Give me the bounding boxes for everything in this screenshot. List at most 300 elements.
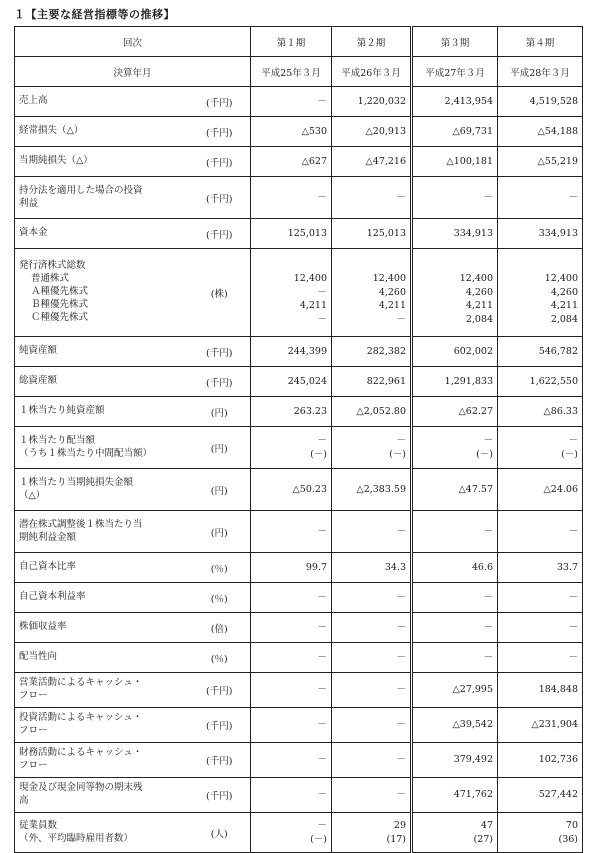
row-label-line: 持分法を適用した場合の投資 <box>19 184 143 196</box>
table-row <box>15 708 583 743</box>
table-row <box>15 583 583 613</box>
value-cell <box>498 427 583 469</box>
value-cell <box>251 147 332 177</box>
value-cell <box>498 87 583 117</box>
table-row <box>15 673 583 708</box>
value-line: 33.7 <box>556 561 579 573</box>
row-unit: (円) <box>189 511 251 553</box>
value-cell <box>412 778 498 813</box>
period-2: 第２期 <box>332 27 412 57</box>
value-cell <box>412 177 498 219</box>
row-label <box>15 117 189 147</box>
table-row <box>15 117 583 147</box>
period-1: 第１期 <box>251 27 332 57</box>
value-cell <box>332 469 412 511</box>
row-label <box>15 553 189 583</box>
value-cell <box>498 337 583 367</box>
value-line: (27) <box>473 833 494 845</box>
table-row <box>15 219 583 249</box>
value-line: △530 <box>301 125 328 137</box>
value-line: 4,260 <box>550 286 579 298</box>
value-cell <box>412 117 498 147</box>
value-line: － <box>396 651 407 663</box>
period-4: 第４期 <box>498 27 583 57</box>
value-line: 4,260 <box>465 286 494 298</box>
value-line: 184,848 <box>538 684 579 696</box>
row-label-line: 自己資本利益率 <box>19 591 86 603</box>
value-line: 102,736 <box>538 754 579 766</box>
value-line: － <box>483 525 494 537</box>
row-label-line: １株当たり純資産額 <box>19 405 105 417</box>
value-line: － <box>317 286 328 298</box>
value-line: △69,731 <box>452 125 494 137</box>
value-line: 4,519,528 <box>529 95 579 107</box>
row-unit: (千円) <box>189 177 251 219</box>
value-line: － <box>317 754 328 766</box>
value-cell <box>251 469 332 511</box>
value-line: 471,762 <box>453 789 494 801</box>
value-line <box>336 258 406 272</box>
row-unit: (円) <box>189 427 251 469</box>
date-4: 平成28年３月 <box>498 57 583 87</box>
table-row <box>15 511 583 553</box>
value-cell <box>251 511 332 553</box>
row-unit: (千円) <box>189 87 251 117</box>
row-label <box>15 469 189 511</box>
table-body <box>15 27 583 853</box>
row-unit: (千円) <box>189 743 251 778</box>
value-line: △27,995 <box>452 684 494 696</box>
row-label-line: 潜在株式調整後１株当たり当 <box>19 518 143 530</box>
value-cell <box>251 613 332 643</box>
row-label <box>15 673 189 708</box>
row-label <box>15 367 189 397</box>
value-line: － <box>568 651 579 663</box>
value-cell <box>251 673 332 708</box>
row-label-line: １株当たり当期純損失金額 <box>19 476 134 488</box>
value-cell <box>498 367 583 397</box>
table-row <box>15 643 583 673</box>
row-label <box>15 778 189 813</box>
row-unit: (千円) <box>189 367 251 397</box>
value-cell <box>251 249 332 337</box>
value-line: △47,216 <box>365 155 407 167</box>
value-line: △100,181 <box>446 155 494 167</box>
value-line: － <box>396 591 407 603</box>
value-cell <box>498 553 583 583</box>
table-row <box>15 427 583 469</box>
value-line: 46.6 <box>471 561 494 573</box>
value-line: △47.57 <box>458 483 494 495</box>
row-label-line: １株当たり配当額 <box>19 434 96 446</box>
value-line: △86.33 <box>543 405 579 417</box>
date-header-label: 決算年月 <box>15 57 251 87</box>
row-label-line: フロー <box>19 760 48 771</box>
row-unit: (千円) <box>189 778 251 813</box>
row-label <box>15 743 189 778</box>
value-line: 263.23 <box>293 405 328 417</box>
value-line: － <box>396 434 407 446</box>
value-line: － <box>483 434 494 446</box>
row-label-line: 配当性向 <box>19 651 58 663</box>
value-line: △2,383.59 <box>356 483 407 495</box>
row-unit: (円) <box>189 469 251 511</box>
row-label-line: 従業員数 <box>19 819 58 831</box>
row-unit: (％) <box>189 643 251 673</box>
row-label-line: 経常損失（△） <box>19 125 84 137</box>
row-label-line: Ｃ種優先株式 <box>31 311 89 323</box>
value-cell <box>498 511 583 553</box>
row-label-line: 株価収益率 <box>19 621 67 633</box>
value-cell <box>332 613 412 643</box>
value-cell <box>498 583 583 613</box>
value-line: 12,400 <box>293 272 328 284</box>
row-label-line: 資本金 <box>19 227 48 239</box>
value-line: △55,219 <box>537 155 579 167</box>
value-cell <box>251 553 332 583</box>
row-unit: (千円) <box>189 147 251 177</box>
value-line: △62.27 <box>458 405 494 417</box>
value-cell <box>412 643 498 673</box>
row-label-line: 純資産額 <box>19 345 58 357</box>
row-unit: (株) <box>189 249 251 337</box>
value-cell <box>332 337 412 367</box>
table-row <box>15 147 583 177</box>
value-line: － <box>396 754 407 766</box>
value-line: (－) <box>476 448 494 460</box>
value-line: 47 <box>480 819 494 831</box>
value-cell <box>251 337 332 367</box>
row-label <box>15 177 189 219</box>
row-unit: (千円) <box>189 219 251 249</box>
row-label-line: 財務活動によるキャッシュ・ <box>19 747 143 759</box>
row-label-line: Ａ種優先株式 <box>31 286 89 298</box>
value-line: － <box>483 191 494 203</box>
row-label-line: 当期純損失（△） <box>19 155 93 167</box>
row-label <box>15 337 189 367</box>
row-unit: (％) <box>189 583 251 613</box>
value-cell <box>498 743 583 778</box>
value-cell <box>498 778 583 813</box>
value-cell <box>332 117 412 147</box>
row-label <box>15 219 189 249</box>
row-label-line: フロー <box>19 725 48 736</box>
value-cell <box>251 643 332 673</box>
row-label-line: 投資活動によるキャッシュ・ <box>19 712 143 724</box>
table-row <box>15 469 583 511</box>
value-line: 2,413,954 <box>444 95 494 107</box>
value-cell <box>412 511 498 553</box>
table-row <box>15 613 583 643</box>
value-cell <box>412 367 498 397</box>
value-cell <box>332 249 412 337</box>
value-line: － <box>396 684 407 696</box>
value-line: － <box>483 621 494 633</box>
row-label <box>15 583 189 613</box>
row-label-line: フロー <box>19 690 48 701</box>
value-line: (－) <box>310 448 328 460</box>
value-line: － <box>317 95 328 107</box>
value-cell <box>332 427 412 469</box>
value-line: 2,084 <box>550 314 579 326</box>
table-row <box>15 177 583 219</box>
value-cell <box>412 613 498 643</box>
value-line: (36) <box>558 833 579 845</box>
value-line: － <box>317 191 328 203</box>
value-cell <box>251 87 332 117</box>
value-cell <box>498 177 583 219</box>
value-cell <box>251 583 332 613</box>
value-line: 379,492 <box>453 754 494 766</box>
value-line: 4,211 <box>378 300 407 312</box>
value-line: 244,399 <box>287 345 328 357</box>
row-label-line: （うち１株当たり中間配当額） <box>19 447 153 459</box>
section-heading: １【主要な経営指標等の推移】 <box>14 8 175 21</box>
value-line: － <box>568 525 579 537</box>
table-row <box>15 249 583 337</box>
table-row <box>15 337 583 367</box>
value-line: － <box>317 789 328 801</box>
value-line: △39,542 <box>452 719 494 731</box>
value-line: (－) <box>561 448 579 460</box>
value-cell <box>332 397 412 427</box>
table-row <box>15 813 583 853</box>
row-label-line: 期純利益金額 <box>19 531 77 543</box>
value-line: 29 <box>393 819 407 831</box>
value-line: － <box>568 434 579 446</box>
value-line: 602,002 <box>453 345 494 357</box>
value-line: 2,084 <box>465 314 494 326</box>
value-line: △20,913 <box>365 125 407 137</box>
row-unit: (千円) <box>189 337 251 367</box>
date-2: 平成26年３月 <box>332 57 412 87</box>
value-line: 245,024 <box>287 375 328 387</box>
header-row-period <box>15 27 583 57</box>
value-line: － <box>317 621 328 633</box>
value-line: 1,291,833 <box>444 375 494 387</box>
value-line: 70 <box>565 819 579 831</box>
row-label <box>15 147 189 177</box>
value-line: 4,211 <box>299 300 328 312</box>
value-line: － <box>317 525 328 537</box>
value-line: △24.06 <box>543 483 579 495</box>
value-line: 334,913 <box>453 227 494 239</box>
value-cell <box>498 673 583 708</box>
value-cell <box>332 708 412 743</box>
row-label <box>15 511 189 553</box>
value-cell <box>332 219 412 249</box>
row-label <box>15 249 189 337</box>
row-label-line: 売上高 <box>19 95 48 107</box>
value-cell <box>251 117 332 147</box>
value-line: 527,442 <box>538 789 579 801</box>
value-cell <box>332 778 412 813</box>
value-line: 1,220,032 <box>357 95 407 107</box>
value-line: △231,904 <box>531 719 579 731</box>
value-line: － <box>396 525 407 537</box>
period-3: 第３期 <box>412 27 498 57</box>
row-label-line: 利益 <box>19 197 39 209</box>
row-label <box>15 427 189 469</box>
value-line <box>255 258 327 272</box>
row-label-line: Ｂ種優先株式 <box>31 298 89 310</box>
value-cell <box>412 813 498 853</box>
value-line: － <box>568 621 579 633</box>
value-line: 34.3 <box>384 561 407 573</box>
value-cell <box>251 708 332 743</box>
value-cell <box>498 813 583 853</box>
value-cell <box>412 427 498 469</box>
value-line: － <box>396 191 407 203</box>
value-line: － <box>568 191 579 203</box>
row-label-line: 総資産額 <box>19 375 58 387</box>
row-unit: (千円) <box>189 117 251 147</box>
value-line: 12,400 <box>544 272 579 284</box>
header-row-date <box>15 57 583 87</box>
value-line: △54,188 <box>537 125 579 137</box>
value-line: － <box>483 591 494 603</box>
value-line: 282,382 <box>366 345 407 357</box>
value-line: 125,013 <box>287 227 328 239</box>
value-line: 12,400 <box>372 272 407 284</box>
value-line: 334,913 <box>538 227 579 239</box>
row-label-line: 営業活動によるキャッシュ・ <box>19 677 143 689</box>
value-line: 4,211 <box>465 300 494 312</box>
value-line: 546,782 <box>538 345 579 357</box>
value-cell <box>412 469 498 511</box>
value-line <box>417 258 493 272</box>
date-1: 平成25年３月 <box>251 57 332 87</box>
value-line: (17) <box>386 833 407 845</box>
row-label <box>15 613 189 643</box>
value-cell <box>412 553 498 583</box>
value-cell <box>498 708 583 743</box>
value-cell <box>412 397 498 427</box>
row-unit: (人) <box>189 813 251 853</box>
value-cell <box>251 778 332 813</box>
value-cell <box>251 219 332 249</box>
value-line: － <box>317 314 328 326</box>
row-label-line: 普通株式 <box>31 273 70 285</box>
value-line <box>502 258 578 272</box>
row-label <box>15 813 189 853</box>
value-cell <box>332 367 412 397</box>
value-cell <box>412 249 498 337</box>
value-cell <box>251 397 332 427</box>
row-label <box>15 708 189 743</box>
value-cell <box>332 583 412 613</box>
value-line: 12,400 <box>459 272 494 284</box>
value-cell <box>332 87 412 117</box>
table-row <box>15 553 583 583</box>
value-cell <box>251 427 332 469</box>
table-row <box>15 87 583 117</box>
row-label-line: （外、平均臨時雇用者数） <box>19 832 134 844</box>
value-cell <box>498 643 583 673</box>
value-line: (－) <box>389 448 407 460</box>
value-line: － <box>396 719 407 731</box>
date-3: 平成27年３月 <box>412 57 498 87</box>
value-cell <box>412 87 498 117</box>
value-cell <box>412 337 498 367</box>
value-cell <box>412 708 498 743</box>
row-label <box>15 87 189 117</box>
value-cell <box>251 367 332 397</box>
row-unit: (千円) <box>189 708 251 743</box>
value-cell <box>251 743 332 778</box>
value-line: － <box>317 434 328 446</box>
period-header-label: 回次 <box>15 27 251 57</box>
value-line: － <box>317 591 328 603</box>
row-unit: (％) <box>189 553 251 583</box>
row-label-line: 自己資本比率 <box>19 561 77 573</box>
value-cell <box>412 583 498 613</box>
value-line: － <box>317 684 328 696</box>
row-label <box>15 397 189 427</box>
value-cell <box>412 673 498 708</box>
row-label-line: （△） <box>19 489 46 501</box>
value-line: － <box>317 719 328 731</box>
value-cell <box>332 553 412 583</box>
value-cell <box>332 643 412 673</box>
value-cell <box>498 147 583 177</box>
value-cell <box>332 813 412 853</box>
table-row <box>15 778 583 813</box>
value-cell <box>332 177 412 219</box>
value-line: － <box>396 621 407 633</box>
table-row <box>15 743 583 778</box>
value-line: △627 <box>301 155 328 167</box>
value-line: 822,961 <box>366 375 407 387</box>
value-line: 1,622,550 <box>529 375 579 387</box>
value-cell <box>498 117 583 147</box>
value-line: 4,211 <box>550 300 579 312</box>
value-cell <box>498 219 583 249</box>
value-line: △50.23 <box>292 483 328 495</box>
value-line: － <box>568 591 579 603</box>
value-cell <box>498 397 583 427</box>
value-cell <box>412 743 498 778</box>
value-line: △2,052.80 <box>356 405 407 417</box>
value-cell <box>251 813 332 853</box>
value-cell <box>332 511 412 553</box>
value-line: － <box>317 651 328 663</box>
value-cell <box>332 147 412 177</box>
value-cell <box>412 147 498 177</box>
value-cell <box>498 249 583 337</box>
value-line: 99.7 <box>305 561 328 573</box>
value-line: (－) <box>310 833 328 845</box>
value-line: 125,013 <box>366 227 407 239</box>
row-label <box>15 643 189 673</box>
value-cell <box>332 673 412 708</box>
value-line: － <box>396 789 407 801</box>
table-row <box>15 367 583 397</box>
value-cell <box>332 743 412 778</box>
row-label-line: 高 <box>19 795 29 806</box>
value-cell <box>412 219 498 249</box>
table-row <box>15 397 583 427</box>
value-cell <box>498 469 583 511</box>
row-unit: (円) <box>189 397 251 427</box>
value-line: － <box>483 651 494 663</box>
value-line: － <box>396 314 407 326</box>
value-cell <box>498 613 583 643</box>
row-label-line: 発行済株式総数 <box>19 260 86 272</box>
value-line: 4,260 <box>378 286 407 298</box>
row-unit: (千円) <box>189 673 251 708</box>
value-line: － <box>317 819 328 831</box>
